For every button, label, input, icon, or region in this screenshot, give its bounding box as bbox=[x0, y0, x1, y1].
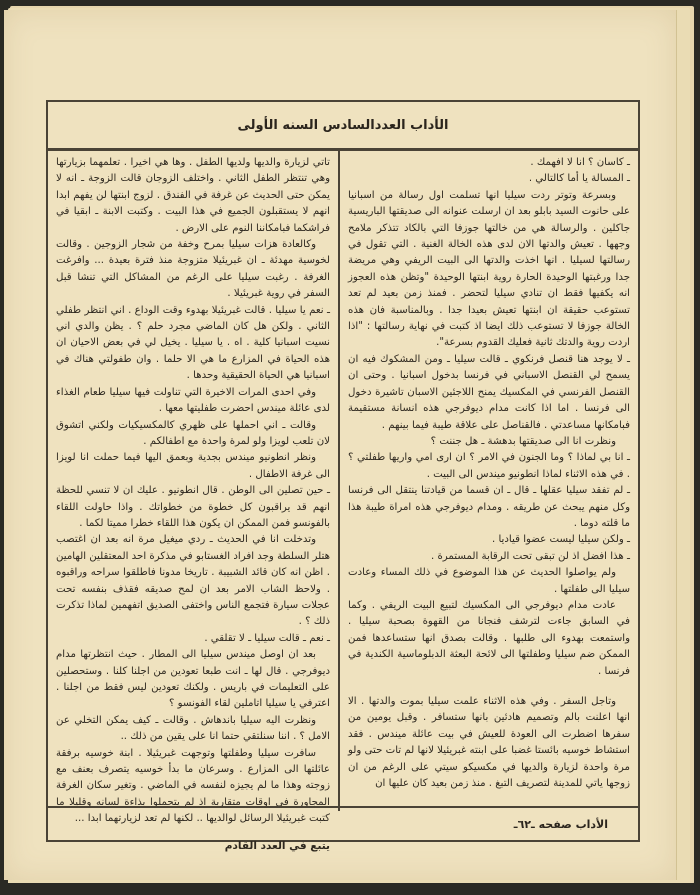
paragraph: ـ هذا افضل اذ لن تبقى تحت الرقابة المستمرة . bbox=[430, 550, 630, 562]
scan-background-bottom bbox=[0, 883, 700, 895]
paragraph: وتدخلت انا في الحديث ـ ردي ميغيل مرة انه بعد ان اغتصب هتلر السلطة وجد افراد الغستابو في مذكرة احد المعتقلين الهامين . اظن انه كان قائد الشبيبة . تاريخا مدونا فاطلقوا سراحه وراقبوه . ولاحظ الشاب الامر بعد ان لمح صديقه فقذف بنفسه تحت عجلات سيارة فتجمع الناس واختفى الصديق اتفهمين لماذا تذكرت ذلك ؟ . bbox=[56, 534, 330, 628]
paragraph: ونظر انطونيو ميندس بجدية وبعمق اليها فيما حملت انا لويزا الى غرفة الاطفال . bbox=[56, 452, 330, 480]
paragraph: وبسرعة وتوتر ردت سيليا انها تسلمت اول رسالة من اسبانيا على حانوت السيد بابلو بعد ان ارسلت عنوانه الى صديقتها الباريسية جاكلين . والرسالة هي من خالتها جوزفا التي بالكاد تتذكر ملامح وجهها . تعيش والدتها الان لدى هذه الخالة الغنية . التي تقول في رسالتها لسيليا . انها اخذت والدتها الى البيت الريفي وهي مريضة جدا ورغبتها الوحيدة الحارة روية ابنتها الوحيدة "وتظن هذه العجوز انه يكفيها فقط ان تنادي سيليا لتحضر . فمنذ زمن بعيد لم تعد تستوعب حقيقة ان ابنتها تعيش بعيدا جدا . وبالمناسبة فان هذه الخالة جوزفا لا تستوعب ذلك ايضا اذ كتبت في نهاية رسالتها : "اذا اردت روية والدتك ثانية فعليك القدوم بسرعة". bbox=[348, 189, 630, 349]
running-header bbox=[48, 102, 638, 151]
running-footer bbox=[48, 806, 638, 840]
paragraph: وكالعادة هزات سيليا بمرح وخفة من شجار الزوجين . وقالت لخوسية مهدئة ـ ان غبريئيلا متزوجة منذ فترة بعيدة ... وافرغت الغرفة . رغبت سيليا على الرغم من المشاكل التي تنشا قبل السفر في روية غبريئيلا . bbox=[56, 239, 330, 300]
paragraph: تاتي لزيارة والديها ولديها الطفل . وها هي اخيرا . تعلمهما بزيارتها وهي تنتظر الطفل الثاني . واختلف الزوجان قالت الزوجة ـ انه لا يمكن حتى الحديث عن غرفة في الفندق . لزوج ابنتها لن يفهم ابدا انهم لا يستقبلون الجميع في هذا البيت . وكتبت الابنة ـ ابقيا في فراشكما فبامكاننا النوم على الارض . bbox=[56, 157, 330, 234]
magazine-page bbox=[4, 10, 677, 880]
paragraph: ـ نعم ـ قالت سيليا ـ لا تقلقي . bbox=[204, 632, 330, 644]
paragraph: ـ ولكن سيليا ليست عضوا قياديا . bbox=[491, 534, 630, 546]
page-frame bbox=[46, 100, 640, 852]
left-column bbox=[48, 151, 338, 852]
paragraph: ـ لم تفقد سيليا عقلها ـ قال ـ ان قسما من قيادتنا ينتقل الى فرنسا وكل منهم يبحث عن طريقه . ومدام ديوفرجي هذه امراة طيبة هذا ما قلته دوما . bbox=[348, 485, 630, 529]
paragraph: سافرت سيليا وطفلتها وتوجهت غبريئيلا . ابنة خوسيه برفقة عائلتها الى المزارع . وسرعان ما بدأ خوسيه يتصرف بعنف مع زوجته وهذا ما لم يجيزه لنفسه في الماضي . وتغير سكان الغرفة المجاورة في اوقات متقاربة اذ لم يتحملوا بذاءة لسانه وقليلا ما كتبت غبريئيلا الرسائل لوالديها .. لكنها لم تعد لزيارتهما ابدا ... bbox=[56, 747, 330, 825]
paragraph: ـ حين تصلين الى الوطن . قال انطونيو . عليك ان لا تنسي للحظة انهم قد يراقبون كل خطوة من خطواتك . واذا حاولت اللقاء بالفونسو فمن الممكن ان يكون هذا اللقاء خطرا مميتا لكما . bbox=[56, 485, 330, 529]
header-title: الأداب العددالسادس السنه الأولى bbox=[237, 117, 449, 133]
paragraph: ونظرت انا الى صديقتها بدهشة ـ هل جننت ؟ bbox=[430, 435, 616, 447]
paragraph: ـ كاسان ؟ انا لا افهمك . bbox=[530, 157, 630, 168]
paragraph: عادت مدام ديوفرجي الى المكسيك لتبيع البيت الريفي . وكما في السابق جاءت لترشف فنجانا من القهوة بصحبة سيليا . واستمعت بهدوء الى طلبها . وقالت بصدق انها ستساعدها فمن الممكن ضم سيليا وطفلتها الى لائحة البعثة الدبلوماسية الكندية في فرنسا . bbox=[348, 599, 630, 677]
paragraph: ونظرت اليه سيليا باندهاش . وقالت ـ كيف يمكن التخلي عن الامل ؟ . اننا سنلتقي حتما انا على يقين من ذلك .. bbox=[56, 714, 330, 743]
paragraph: وفي احدى المرات الاخيرة التي تناولت فيها سيليا طعام الغذاء لدى عائلة ميندس احضرت طفليتها معها . bbox=[56, 386, 330, 415]
paragraph: ـ لا يوجد هنا قنصل فرنكوي ـ قالت سيليا ـ ومن المشكوك فيه ان يسمح لي القنصل الاسباني في فرنسا بدخول اسبانيا . وحتى ان القنصل الفرنسي في المكسيك يمنح اللاجئين الاسبان تاشيرة دخول الى فرنسا . اما اذا كانت مدام ديوفرجي هذه انسانة مستقيمة فبامكانها مساعدتي . فالقناصل على علاقة طيبة فيما بينهم . bbox=[348, 353, 630, 431]
paragraph: بعد ان اوصل ميندس سيليا الى المطار . حيث انتظرتها مدام ديوفرجي . قال لها ـ انت طبعا تعودين من اجلنا كلنا . وستحصلين على التعليمات في باريس . ولكنك تعودين ليس فقط من اجلنا . اعترفي يا سيليا اتاملين لقاء الفونسو ؟ bbox=[56, 649, 330, 710]
right-column bbox=[338, 151, 638, 811]
paragraph: ـ المسالة يا أما كالتالي . bbox=[528, 173, 630, 185]
page-number: الأداب صفحه ـ٦٢ـ bbox=[513, 817, 608, 831]
paragraph: ـ انا بي لماذا ؟ وما الجنون في الامر ؟ ان ارى امي واريها طفلتي ؟ . في هذه الاثناء لماذا انطونيو ميندس الى البيت . bbox=[348, 452, 630, 480]
paragraph: ـ نعم يا سيليا . قالت غبريئيلا بهدوء وقت الوداع . اني انتظر طفلي الثاني . ولكن هل كان الماضي مجرد حلم ؟ . يظن والدي اني نسيت اسبانيا كلية . اه . يا سيليا . يخيل لي في بعض الاحيان ان هذه الحياة في المزارع ما هي الا حلما . وان طفولتي هناك في اسبانيا هي الحياة الحقيقية وحدها . bbox=[56, 304, 330, 382]
paragraph: وقالت ـ اني احملها على ظهري كالمكسيكيات ولكني اتشوق لان تلعب لويزا ولو لمرة واحدة مع اطفالكم . bbox=[56, 419, 330, 447]
paragraph: وتاجل السفر . وفي هذه الاثناء علمت سيليا بموت والدتها . الا انها اعلنت بالم وتصميم هادئين بانها ستسافر . وقبل يومين من سفرها اضطرت الى العودة للعيش في بيت عائلة ميندس . فقد استشاط خوسيه بائستا غضبا على ابنته غبريئيلا لانها لم تات حتى ولو مرة واحدة لزيارة والديها في مكسيكو سيتي على الرغم من ان زوجها ياتي للمدينة لتصريف التبغ . منذ زمن بعيد كان عليها ان bbox=[347, 696, 630, 790]
to-be-continued-label: يتبع في العدد القادم bbox=[224, 839, 330, 852]
paragraph: ولم يواصلوا الحديث عن هذا الموضوع في ذلك المساء وعادت سيليا الى طفلتها . bbox=[348, 567, 630, 595]
